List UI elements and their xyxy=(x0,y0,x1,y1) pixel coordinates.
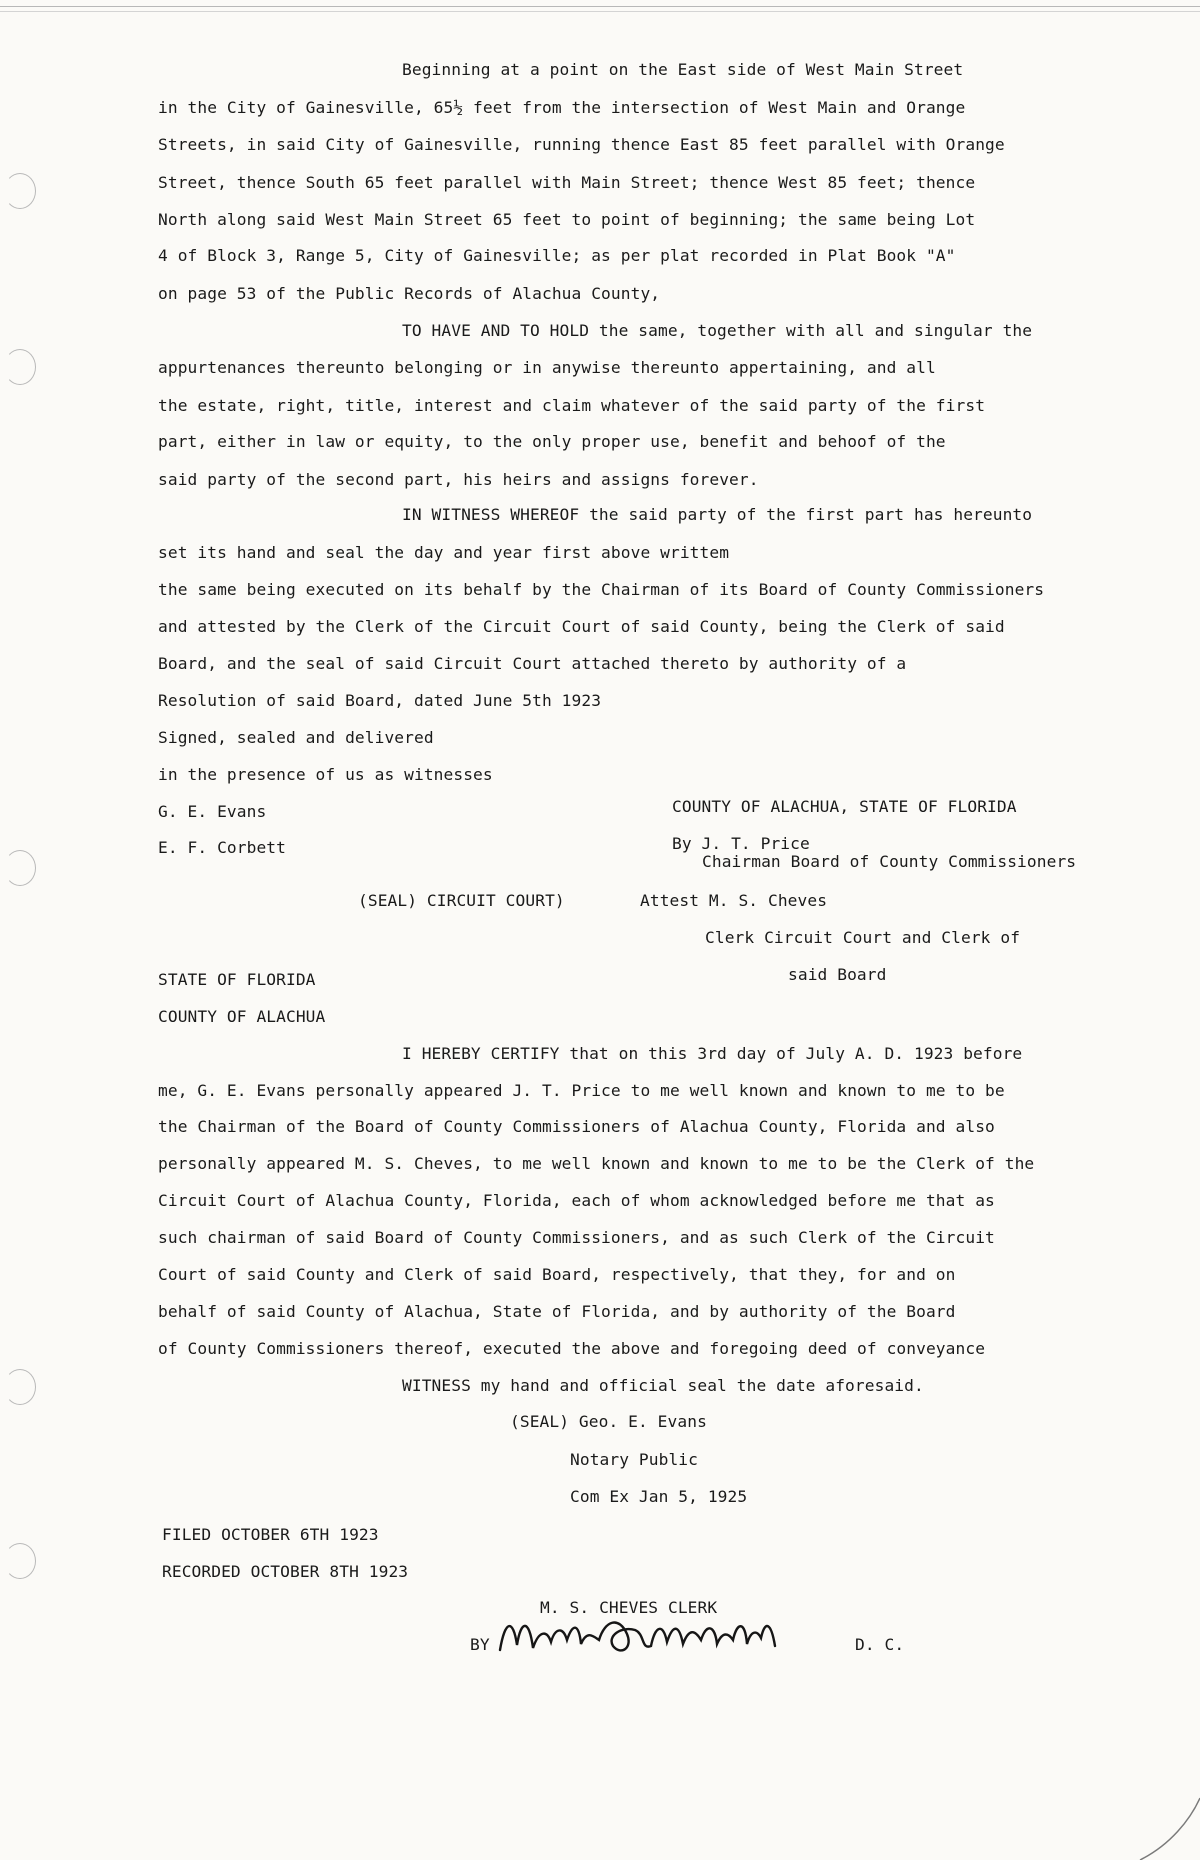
text-line: appurtenances thereunto belonging or in anywise thereunto appertaining, and all xyxy=(158,358,936,377)
notary-signature: (SEAL) Geo. E. Evans xyxy=(510,1412,707,1431)
text-line: the Chairman of the Board of County Commissioners of Alachua County, Florida and also xyxy=(158,1117,995,1136)
grantor-signer: By J. T. Price xyxy=(672,834,810,853)
punch-hole xyxy=(4,349,36,385)
text-line: IN WITNESS WHEREOF the said party of the first part has hereunto xyxy=(402,505,1033,524)
text-line: 4 of Block 3, Range 5, City of Gainesville; as per plat recorded in Plat Book "A" xyxy=(158,246,956,265)
witness-name: E. F. Corbett xyxy=(158,838,286,857)
deputy-clerk-signature xyxy=(495,1600,795,1670)
punch-hole xyxy=(4,173,36,209)
attest-title: said Board xyxy=(788,965,887,984)
text-line: I HEREBY CERTIFY that on this 3rd day of July A. D. 1923 before xyxy=(402,1044,1023,1063)
recorder-clerk: M. S. CHEVES CLERK xyxy=(540,1598,718,1617)
text-line: part, either in law or equity, to the only proper use, benefit and behoof of the xyxy=(158,432,946,451)
recorded-date: RECORDED OCTOBER 8TH 1923 xyxy=(162,1562,409,1581)
text-line: Streets, in said City of Gainesville, running thence East 85 feet parallel with Orange xyxy=(158,135,1005,154)
text-line: TO HAVE AND TO HOLD the same, together with all and singular the xyxy=(402,321,1033,340)
attest-title: Clerk Circuit Court and Clerk of xyxy=(705,928,1021,947)
witness-name: G. E. Evans xyxy=(158,802,267,821)
text-line: Signed, sealed and delivered xyxy=(158,728,434,747)
witness-line: WITNESS my hand and official seal the date aforesaid. xyxy=(402,1376,924,1395)
text-line: of County Commissioners thereof, executed the above and foregoing deed of conveyance xyxy=(158,1339,986,1358)
grantor-signer-title: Chairman Board of County Commissioners xyxy=(702,852,1077,871)
text-line: Street, thence South 65 feet parallel with Main Street; thence West 85 feet; thence xyxy=(158,173,976,192)
court-seal: (SEAL) CIRCUIT COURT) xyxy=(358,891,565,910)
text-line: personally appeared M. S. Cheves, to me well known and known to me to be the Clerk of the xyxy=(158,1154,1035,1173)
notary-commission: Com Ex Jan 5, 1925 xyxy=(570,1487,748,1506)
text-line: Beginning at a point on the East side of West Main Street xyxy=(402,60,964,79)
text-line: said party of the second part, his heirs and assigns forever. xyxy=(158,470,759,489)
text-line: North along said West Main Street 65 feet to point of beginning; the same being Lot xyxy=(158,210,976,229)
text-line: in the presence of us as witnesses xyxy=(158,765,493,784)
page-corner-curl xyxy=(1130,1790,1200,1860)
venue-county: COUNTY OF ALACHUA xyxy=(158,1007,326,1026)
text-line: the estate, right, title, interest and claim whatever of the said party of the first xyxy=(158,396,986,415)
venue-state: STATE OF FLORIDA xyxy=(158,970,316,989)
text-line: and attested by the Clerk of the Circuit Court of said County, being the Clerk of said xyxy=(158,617,1005,636)
text-line: the same being executed on its behalf by the Chairman of its Board of County Commissioners xyxy=(158,580,1045,599)
text-line: behalf of said County of Alachua, State of Florida, and by authority of the Board xyxy=(158,1302,956,1321)
punch-hole xyxy=(4,1369,36,1405)
text-line: Resolution of said Board, dated June 5th 1923 xyxy=(158,691,602,710)
grantor-entity: COUNTY OF ALACHUA, STATE OF FLORIDA xyxy=(672,797,1017,816)
attest-signer: Attest M. S. Cheves xyxy=(640,891,828,910)
filed-date: FILED OCTOBER 6TH 1923 xyxy=(162,1525,379,1544)
text-line: me, G. E. Evans personally appeared J. T. Price to me well known and known to me to be xyxy=(158,1081,1005,1100)
punch-hole xyxy=(4,1543,36,1579)
text-line: in the City of Gainesville, 65½ feet from the intersection of West Main and Orange xyxy=(158,98,966,117)
text-line: set its hand and seal the day and year first above writtem xyxy=(158,543,730,562)
recorder-by: BY xyxy=(470,1635,490,1654)
text-line: Board, and the seal of said Circuit Court attached thereto by authority of a xyxy=(158,654,907,673)
text-line: Court of said County and Clerk of said Board, respectively, that they, for and on xyxy=(158,1265,956,1284)
text-line: such chairman of said Board of County Commissioners, and as such Clerk of the Circuit xyxy=(158,1228,995,1247)
text-line: Circuit Court of Alachua County, Florida, each of whom acknowledged before me that as xyxy=(158,1191,995,1210)
punch-hole xyxy=(4,850,36,886)
deputy-clerk-title: D. C. xyxy=(855,1635,905,1654)
text-line: on page 53 of the Public Records of Alachua County, xyxy=(158,284,661,303)
page-top-rule xyxy=(0,6,1200,12)
notary-title: Notary Public xyxy=(570,1450,698,1469)
